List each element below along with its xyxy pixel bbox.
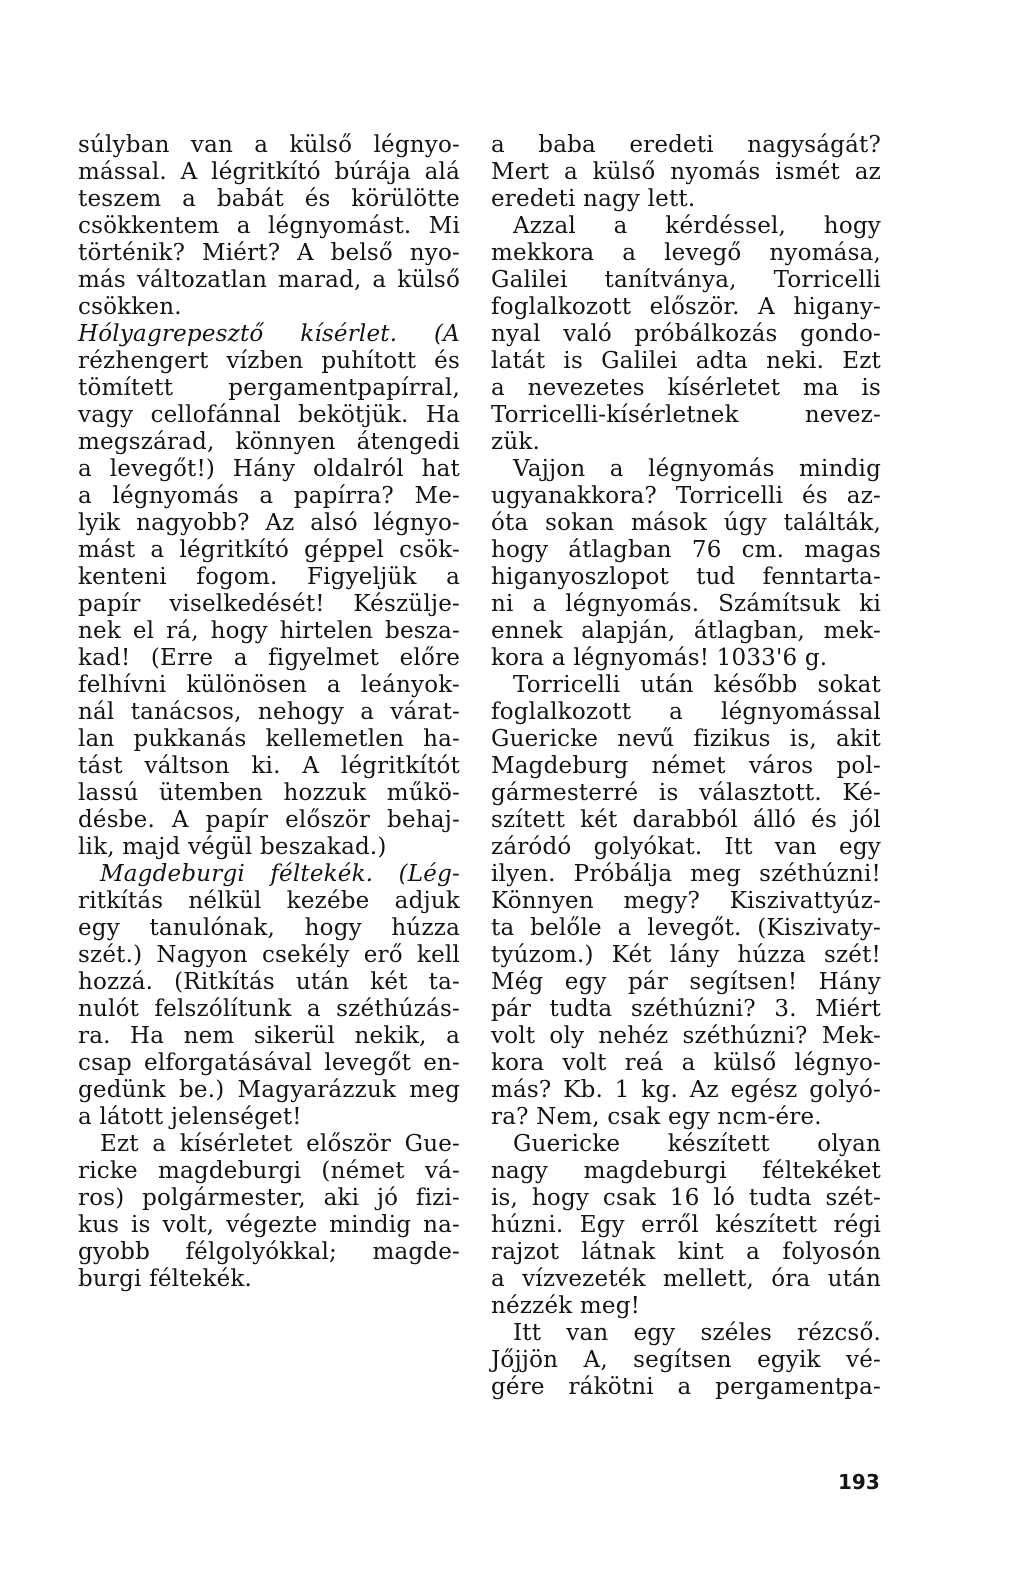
text-line: ra. Ha nem sikerül nekik, a [78,1023,460,1049]
text-line: csap elforgatásával levegőt en- [78,1050,460,1076]
text-line: eredeti nagy lett. [491,186,696,212]
text-line: ennek alapján, átlagban, mek- [491,618,881,644]
text-line: a baba eredeti nagyságát? [491,132,881,158]
text-line: désbe. A papír először behaj- [78,807,460,833]
text-line: történik? Miért? A belső nyo- [78,240,460,266]
text-line: rajzot látnak kint a folyosón [491,1239,881,1265]
text-line: Mert a külső nyomás ismét az [491,159,881,185]
right-column [491,132,881,1401]
text-line: szített két darabból álló és jól [491,807,881,833]
text-line: Galilei tanítványa, Torricelli [491,267,881,293]
experiment-title: Magdeburgi féltekék. (Lég- [100,861,460,887]
text-line: burgi féltekék. [78,1266,253,1292]
text-line: megszárad, könnyen átengedi [78,429,460,455]
text-line: tást váltson ki. A légritkítót [78,753,460,779]
text-line: ta belőle a levegőt. (Kiszivaty- [491,915,881,941]
text-line: kenteni fogom. Figyeljük a [78,564,460,590]
text-line: Magdeburg német város pol- [491,753,881,779]
text-line: kus is volt, végezte mindig na- [78,1212,460,1238]
text-line: ritkítás nélkül kezébe adjuk [78,888,460,914]
text-line-heading [78,861,460,888]
text-line: papír viselkedését! Készülje- [78,591,460,617]
text-line: latát is Galilei adta neki. Ezt [491,348,881,374]
text-line: Vajjon a légnyomás mindig [513,456,881,482]
text-line: Könnyen megy? Kiszivattyúz- [491,888,881,914]
text-line: más? Kb. 1 kg. Az egész golyó- [491,1077,881,1103]
text-line: mással. A légritkító búrája alá [78,159,460,185]
text-line: kora volt reá a külső légnyo- [491,1050,881,1076]
text-line: mekkora a levegő nyomása, [491,240,881,266]
text-line: gyobb félgolyókkal; magde- [78,1239,460,1265]
text-line: nulót felszólítunk a széthúzás- [78,996,460,1022]
text-line: lassú ütemben hozzuk műkö- [78,780,460,806]
text-line: ros) polgármester, aki jó fizi- [78,1185,460,1211]
text-line: zük. [491,429,540,455]
text-line: Torricelli után később sokat [513,672,881,698]
text-line: felhívni különösen a leányok- [78,672,460,698]
text-line: nézzék meg! [491,1293,641,1319]
text-line: hogy átlagban 76 cm. magas [491,537,881,563]
text-line: a látott jelenséget! [78,1104,302,1130]
text-line: a levegőt!) Hány oldalról hat [78,456,460,482]
text-line: záródó golyókat. Itt van egy [491,834,881,860]
text-line: higanyoszlopot tud fenntarta- [491,564,881,590]
text-line: gére rákötni a pergamentpa- [491,1374,881,1400]
text-line: Azzal a kérdéssel, hogy [513,213,881,239]
text-line: Jőjjön A, segítsen egyik vé- [491,1347,881,1373]
left-column [78,132,460,1293]
text-line: nál tanácsos, nehogy a várat- [78,699,460,725]
text-line: kora a légnyomás! 1033'6 g. [491,645,828,671]
text-line: ra? Nem, csak egy ncm-ére. [491,1104,822,1130]
text-line: nyal való próbálkozás gondo- [491,321,881,347]
text-line: Torricelli-kísérletnek nevez- [491,402,881,428]
text-line: a vízvezeték mellett, óra után [491,1266,881,1292]
text-line: lik, majd végül beszakad.) [78,834,387,860]
text-line: mást a légritkító géppel csök- [78,537,460,563]
text-line: is, hogy csak 16 ló tudta szét- [491,1185,881,1211]
text-line: hozzá. (Ritkítás után két ta- [78,969,460,995]
text-line: a légnyomás a papírra? Me- [78,483,460,509]
text-line: ricke magdeburgi (német vá- [78,1158,460,1184]
text-line: nagy magdeburgi féltekéket [491,1158,881,1184]
text-line: súlyban van a külső légnyo- [78,132,460,158]
page-number: 193 [838,1470,880,1494]
text-line: más változatlan marad, a külső [78,267,460,293]
text-line: ugyanakkora? Torricelli és az- [491,483,881,509]
text-line: szét.) Nagyon csekély erő kell [78,942,460,968]
text-line: rézhengert vízben puhított és [78,348,460,374]
text-line: csökken. [78,294,182,320]
text-line: ilyen. Próbálja meg széthúzni! [491,861,881,887]
text-line: a nevezetes kísérletet ma is [491,375,881,401]
text-line: kad! (Erre a figyelmet előre [78,645,460,671]
text-line: gármesterré is választott. Ké- [491,780,881,806]
text-line: vagy cellofánnal bekötjük. Ha [78,402,460,428]
text-line: egy tanulónak, hogy húzza [78,915,460,941]
text-line: lyik nagyobb? Az alsó légnyo- [78,510,460,536]
text-line: Guericke készített olyan [513,1131,881,1157]
text-line: pár tudta széthúzni? 3. Miért [491,996,881,1022]
text-line: volt oly nehéz széthúzni? Mek- [491,1023,881,1049]
text-line: Még egy pár segítsen! Hány [491,969,881,995]
text-line: tyúzom.) Két lány húzza szét! [491,942,881,968]
text-line: tömített pergamentpapírral, [78,375,460,401]
text-line: Itt van egy széles rézcső. [513,1320,881,1346]
text-line: Ezt a kísérletet először Gue- [100,1131,460,1157]
text-line: nek el rá, hogy hirtelen beszа- [78,618,460,644]
text-line: foglalkozott először. A higany- [491,294,881,320]
text-line: csökkentem a légnyomást. Mi [78,213,460,239]
text-line: ni a légnyomás. Számítsuk ki [491,591,881,617]
text-line: húzni. Egy erről készített régi [491,1212,881,1238]
text-line-heading [78,321,460,348]
text-line: foglalkozott a légnyomással [491,699,881,725]
text-line: óta sokan mások úgy találták, [491,510,881,536]
text-line: teszem a babát és körülötte [78,186,460,212]
text-line: gedünk be.) Magyarázzuk meg [78,1077,460,1103]
text-line: Guericke nevű fizikus is, akit [491,726,881,752]
text-line: lan pukkanás kellemetlen ha- [78,726,460,752]
experiment-title: Hólyagrepesztő kísérlet. (A [78,321,460,347]
